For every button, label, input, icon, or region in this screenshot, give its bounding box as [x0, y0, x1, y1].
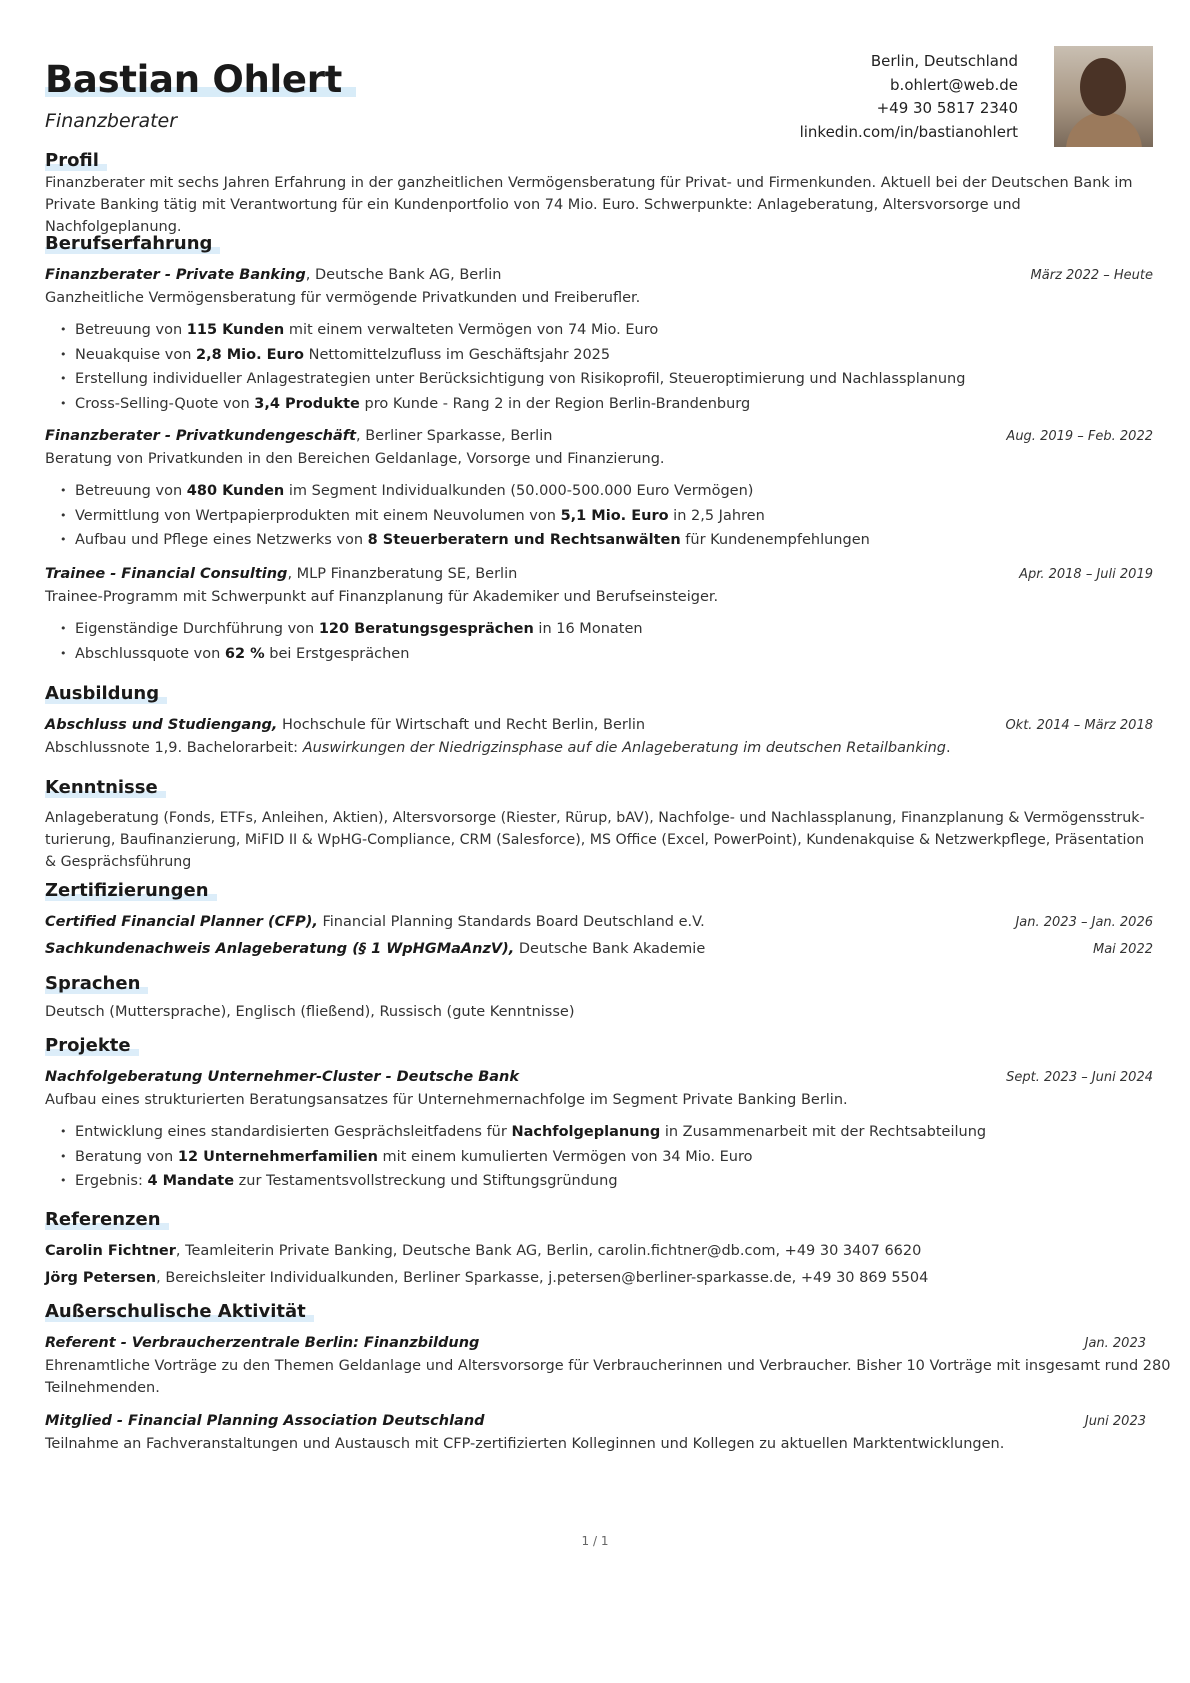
experience-entry: [45, 563, 1153, 666]
profile-photo: [1054, 46, 1153, 147]
job-role: Finanzberater - Private Banking: [45, 267, 306, 283]
activity-description: Ehrenamtliche Vorträge zu den Themen Geldanlage und Altersvorsorge für Verbraucherinnen und Verbraucher. Bisher 10 Vorträge mit insgesamt rund 280 Teilnehmenden.: [45, 1358, 1171, 1396]
languages-text: Deutsch (Muttersprache), Englisch (fließend), Russisch (gute Kenntnisse): [45, 1004, 575, 1020]
certifications-list: [45, 911, 1153, 961]
list-item: • Beratung von 12 Unternehmerfamilien mit einem kumulierten Vermögen von 34 Mio. Euro: [45, 1145, 1153, 1170]
page-number: 1 / 1: [581, 1534, 609, 1548]
list-item: • Erstellung individueller Anlagestrategien unter Berücksichtigung von Risikoprofil, Steueroptimierung und Nachlassplanung: [45, 367, 1153, 392]
section-heading-certifications: Zertifizierungen: [45, 880, 209, 901]
resume-page: [45, 0, 1171, 1683]
job-role: Finanzberater - Privatkundengeschäft: [45, 428, 357, 444]
project-date: Sept. 2023 – Juni 2024: [1006, 1070, 1153, 1085]
resume-header: [45, 50, 1153, 150]
activity-entry: [45, 1410, 1153, 1455]
job-org: , Berliner Sparkasse, Berlin: [356, 428, 553, 444]
contact-email: b.ohlert@web.de: [890, 75, 1018, 94]
photo-shoulders: [1066, 112, 1142, 147]
photo-head: [1080, 58, 1126, 116]
list-item: • Neuakquise von 2,8 Mio. Euro Nettomittelzufluss im Geschäftsjahr 2025: [45, 343, 1153, 368]
activity-title: Mitglied - Financial Planning Association Deutschland: [45, 1413, 485, 1429]
profile-text: Finanzberater mit sechs Jahren Erfahrung in der ganzheitlichen Vermögensberatung für Privat- und Firmenkunden. Aktuell bei der Deutschen Bank im Private Banking tätig mit Verantwortung für ein Kundenportfolio von 74 Mio. Euro. Schwerpunkte: Anlageberatung, Altersvorsorge und Nachfolgeplanung.: [45, 175, 1133, 235]
activity-title: Referent - Verbraucherzentrale Berlin: Finanzbildung: [45, 1335, 480, 1351]
contact-phone: +49 30 5817 2340: [876, 99, 1018, 117]
entry-title-row: [45, 714, 1153, 737]
job-description: Beratung von Privatkunden in den Bereichen Geldanlage, Vorsorge und Finanzierung.: [45, 451, 665, 467]
job-date: Apr. 2018 – Juli 2019: [1019, 567, 1153, 582]
section-heading-activities: Außerschulische Aktivität: [45, 1301, 306, 1322]
section-heading-projects: Projekte: [45, 1035, 131, 1056]
section-heading-references: Referenzen: [45, 1209, 161, 1230]
contact-block: [800, 50, 1018, 144]
list-item: • Entwicklung eines standardisierten Gesprächsleitfadens für Nachfolgeplanung in Zusammenarbeit mit der Rechtsabteilung: [45, 1120, 1153, 1145]
experience-entry: [45, 264, 1153, 416]
certification-date: Mai 2022: [1092, 942, 1153, 957]
job-role: Trainee - Financial Consulting: [45, 566, 288, 582]
reference-item: Carolin Fichtner, Teamleiterin Private Banking, Deutsche Bank AG, Berlin, carolin.fichtner@db.com, +49 30 3407 6620: [45, 1243, 922, 1259]
list-item: • Eigenständige Durchführung von 120 Beratungsgesprächen in 16 Monaten: [45, 617, 1153, 642]
degree: Abschluss und Studiengang,: [45, 717, 278, 733]
activity-entry: [45, 1332, 1171, 1399]
section-heading-languages: Sprachen: [45, 973, 141, 994]
list-item: • Ergebnis: 4 Mandate zur Testamentsvollstreckung und Stiftungsgründung: [45, 1169, 1153, 1194]
section-heading-profile: Profil: [45, 150, 99, 171]
candidate-title: Finanzberater: [45, 110, 178, 132]
job-bullets: [45, 617, 1153, 666]
project-description: Aufbau eines strukturierten Beratungsansatzes für Unternehmernachfolge im Segment Private Banking Berlin.: [45, 1092, 848, 1108]
candidate-name: Bastian Ohlert: [45, 58, 343, 101]
job-bullets: [45, 318, 1153, 416]
project-entry: [45, 1066, 1153, 1194]
job-date: März 2022 – Heute: [1030, 268, 1153, 283]
activity-date: Jan. 2023: [1084, 1336, 1146, 1351]
list-item: • Cross-Selling-Quote von 3,4 Produkte pro Kunde - Rang 2 in der Region Berlin-Brandenburg: [45, 392, 1153, 417]
job-date: Aug. 2019 – Feb. 2022: [1006, 429, 1153, 444]
certification-date: Jan. 2023 – Jan. 2026: [1015, 915, 1153, 930]
job-org: , MLP Finanzberatung SE, Berlin: [287, 566, 518, 582]
certification-item: Certified Financial Planner (CFP), Financial Planning Standards Board Deutschland e.V. Jan. 2023 – Jan. 2026: [45, 911, 1153, 938]
job-bullets: [45, 479, 1153, 553]
contact-location: Berlin, Deutschland: [870, 52, 1018, 70]
list-item: • Betreuung von 480 Kunden im Segment Individualkunden (50.000-500.000 Euro Vermögen): [45, 479, 1153, 504]
certification-item: Sachkundenachweis Anlageberatung (§ 1 WpHGMaAnzV), Deutsche Bank Akademie Mai 2022: [45, 938, 1153, 961]
job-description: Ganzheitliche Vermögensberatung für vermögende Privatkunden und Freiberufler.: [45, 290, 641, 306]
skills-text: Anlageberatung (Fonds, ETFs, Anleihen, Aktien), Altersvorsorge (Riester, Rürup, bAV), Nachfolge- und Nachlassplanung, Finanzplanung & Vermögensstruk- turierung, Baufinanzierung, MiFID II & WpHG-Compliance, CRM (Salesforce), MS Office (Excel, PowerPoint), Kundenakquise & Netzwerkpflege, Präsentation & Gesprächsführung: [45, 810, 1145, 870]
reference-item: Jörg Petersen, Bereichsleiter Individualkunden, Berliner Sparkasse, j.petersen@berliner-sparkasse.de, +49 30 869 5504: [45, 1270, 929, 1286]
entry-title-row: [45, 1066, 1153, 1089]
list-item: • Vermittlung von Wertpapierprodukten mit einem Neuvolumen von 5,1 Mio. Euro in 2,5 Jahren: [45, 504, 1153, 529]
section-heading-skills: Kenntnisse: [45, 777, 158, 798]
contact-linkedin: linkedin.com/in/bastianohlert: [799, 122, 1018, 141]
entry-title-row: [45, 1410, 1153, 1433]
job-description: Trainee-Programm mit Schwerpunkt auf Finanzplanung für Akademiker und Berufseinsteiger.: [45, 589, 719, 605]
list-item: • Aufbau und Pflege eines Netzwerks von 8 Steuerberatern und Rechtsanwälten für Kundenempfehlungen: [45, 528, 1153, 553]
entry-title-row: [45, 563, 1153, 586]
education-date: Okt. 2014 – März 2018: [1005, 718, 1153, 733]
education-entry: [45, 714, 1153, 760]
education-note: Abschlussnote 1,9. Bachelorarbeit: Auswirkungen der Niedrigzinsphase auf die Anlageberatung im deutschen Retailbanking.: [45, 740, 951, 756]
activity-description: Teilnahme an Fachveranstaltungen und Austausch mit CFP-zertifizierten Kolleginnen und Kollegen zu aktuellen Marktentwicklungen.: [45, 1436, 1005, 1452]
experience-entry: [45, 425, 1153, 553]
school: Hochschule für Wirtschaft und Recht Berlin, Berlin: [277, 717, 646, 733]
project-title: Nachfolgeberatung Unternehmer-Cluster - Deutsche Bank: [45, 1069, 520, 1085]
project-bullets: [45, 1120, 1153, 1194]
job-org: , Deutsche Bank AG, Berlin: [305, 267, 502, 283]
section-heading-experience: Berufserfahrung: [45, 233, 213, 254]
list-item: • Betreuung von 115 Kunden mit einem verwalteten Vermögen von 74 Mio. Euro: [45, 318, 1153, 343]
section-heading-education: Ausbildung: [45, 683, 160, 704]
entry-title-row: [45, 425, 1153, 448]
list-item: • Abschlussquote von 62 % bei Erstgesprächen: [45, 642, 1153, 667]
references-list: [45, 1240, 1153, 1290]
entry-title-row: [45, 264, 1153, 287]
activity-date: Juni 2023: [1084, 1414, 1146, 1429]
entry-title-row: [45, 1332, 1153, 1355]
